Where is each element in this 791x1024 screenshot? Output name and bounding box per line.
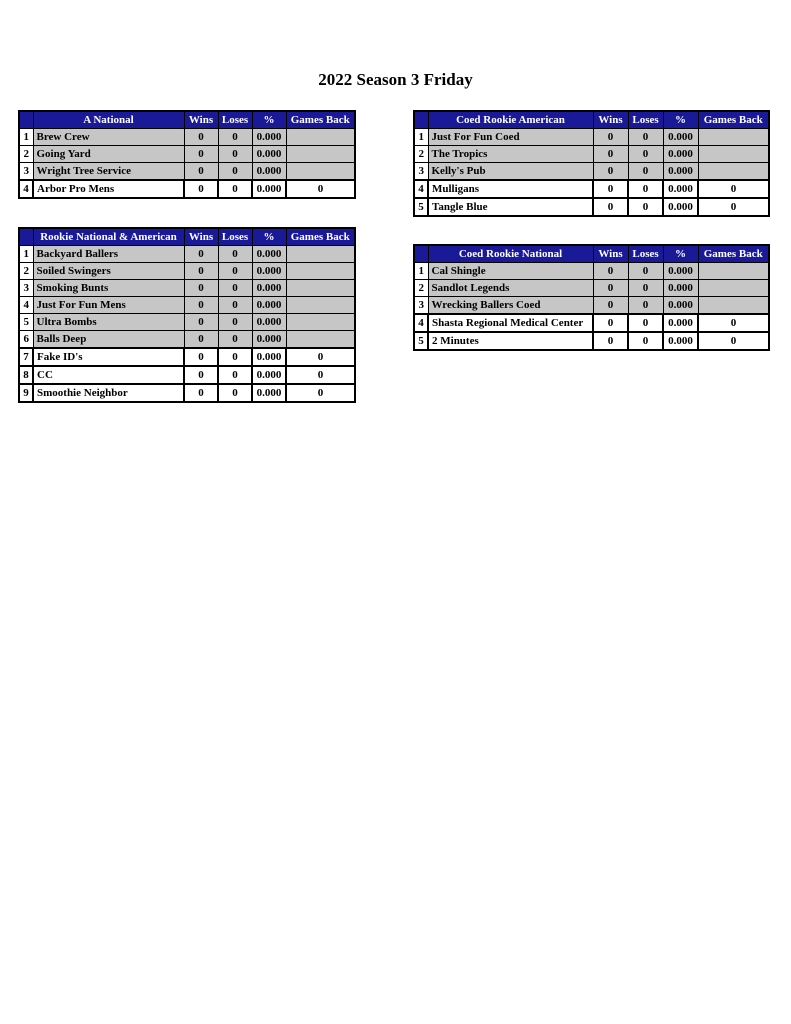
pct-cell: 0.000 (663, 280, 698, 297)
col-header-loses: Loses (218, 111, 252, 129)
team-name-cell: Fake ID's (33, 348, 184, 366)
team-name-cell: Smoothie Neighbor (33, 384, 184, 402)
team-name-cell: Just For Fun Mens (33, 297, 184, 314)
rank-cell: 3 (414, 163, 428, 181)
games-back-cell: 0 (698, 180, 769, 198)
wins-cell: 0 (184, 331, 218, 349)
pct-cell: 0.000 (663, 314, 698, 332)
team-name-cell: Just For Fun Coed (428, 129, 593, 146)
games-back-cell: 0 (698, 314, 769, 332)
loses-cell: 0 (218, 366, 252, 384)
table-row (414, 280, 769, 297)
team-name-cell: Kelly's Pub (428, 163, 593, 181)
col-header-games-back: Games Back (698, 111, 769, 129)
table-row (19, 348, 355, 366)
team-name-cell: Wrecking Ballers Coed (428, 297, 593, 315)
pct-cell: 0.000 (663, 129, 698, 146)
header-row (414, 245, 769, 263)
pct-cell: 0.000 (663, 332, 698, 350)
wins-cell: 0 (184, 348, 218, 366)
team-name-cell: Tangle Blue (428, 198, 593, 216)
wins-cell: 0 (184, 314, 218, 331)
rank-cell: 2 (19, 146, 33, 163)
rank-cell: 3 (19, 163, 33, 181)
wins-cell: 0 (184, 180, 218, 198)
wins-cell: 0 (593, 163, 628, 181)
rank-cell: 5 (414, 198, 428, 216)
loses-cell: 0 (218, 331, 252, 349)
games-back-cell: 0 (286, 180, 355, 198)
games-back-cell (286, 129, 355, 146)
loses-cell: 0 (628, 180, 663, 198)
rank-cell: 7 (19, 348, 33, 366)
pct-cell: 0.000 (663, 263, 698, 280)
table-title: A National (33, 111, 184, 129)
team-name-cell: Arbor Pro Mens (33, 180, 184, 198)
col-header-games-back: Games Back (286, 111, 355, 129)
wins-cell: 0 (593, 146, 628, 163)
games-back-cell (698, 297, 769, 315)
team-name-cell: 2 Minutes (428, 332, 593, 350)
team-name-cell: Wright Tree Service (33, 163, 184, 181)
team-name-cell: Going Yard (33, 146, 184, 163)
col-header-games-back: Games Back (698, 245, 769, 263)
table-title: Rookie National & American (33, 228, 184, 246)
games-back-cell (286, 163, 355, 181)
rank-cell: 5 (19, 314, 33, 331)
wins-cell: 0 (184, 297, 218, 314)
loses-cell: 0 (218, 163, 252, 181)
rank-cell: 2 (414, 280, 428, 297)
pct-cell: 0.000 (252, 331, 286, 349)
col-header-wins: Wins (593, 111, 628, 129)
standings-table-4 (413, 244, 770, 351)
table-row (414, 129, 769, 146)
rank-cell: 3 (19, 280, 33, 297)
pct-cell: 0.000 (252, 129, 286, 146)
loses-cell: 0 (218, 384, 252, 402)
wins-cell: 0 (184, 129, 218, 146)
rank-cell: 8 (19, 366, 33, 384)
table-row (19, 246, 355, 263)
games-back-cell (698, 163, 769, 181)
loses-cell: 0 (628, 146, 663, 163)
wins-cell: 0 (184, 163, 218, 181)
team-name-cell: Ultra Bombs (33, 314, 184, 331)
page-title: 2022 Season 3 Friday (318, 70, 473, 89)
table-row (414, 180, 769, 198)
col-header-pct: % (663, 111, 698, 129)
team-name-cell: Balls Deep (33, 331, 184, 349)
loses-cell: 0 (218, 146, 252, 163)
pct-cell: 0.000 (252, 297, 286, 314)
wins-cell: 0 (184, 263, 218, 280)
team-name-cell: Brew Crew (33, 129, 184, 146)
pct-cell: 0.000 (663, 198, 698, 216)
col-header-loses: Loses (218, 228, 252, 246)
rank-col-header (19, 111, 33, 129)
table-row (19, 180, 355, 198)
loses-cell: 0 (218, 280, 252, 297)
rank-cell: 2 (19, 263, 33, 280)
games-back-cell (286, 314, 355, 331)
games-back-cell (698, 280, 769, 297)
table-row (19, 263, 355, 280)
header-row (19, 111, 355, 129)
col-header-games-back: Games Back (286, 228, 355, 246)
header-row (414, 111, 769, 129)
rank-cell: 1 (19, 129, 33, 146)
table-row (414, 314, 769, 332)
games-back-cell: 0 (698, 332, 769, 350)
wins-cell: 0 (184, 384, 218, 402)
table-row (19, 314, 355, 331)
pct-cell: 0.000 (252, 163, 286, 181)
pct-cell: 0.000 (252, 348, 286, 366)
rank-cell: 1 (414, 263, 428, 280)
rank-cell: 1 (19, 246, 33, 263)
rank-cell: 9 (19, 384, 33, 402)
wins-cell: 0 (184, 280, 218, 297)
wins-cell: 0 (593, 198, 628, 216)
pct-cell: 0.000 (252, 366, 286, 384)
table-row (19, 384, 355, 402)
loses-cell: 0 (628, 332, 663, 350)
standings-table-1 (18, 110, 356, 199)
games-back-cell (698, 129, 769, 146)
loses-cell: 0 (628, 314, 663, 332)
loses-cell: 0 (628, 198, 663, 216)
loses-cell: 0 (628, 129, 663, 146)
col-header-wins: Wins (184, 228, 218, 246)
table-row (19, 129, 355, 146)
wins-cell: 0 (184, 146, 218, 163)
team-name-cell: Smoking Bunts (33, 280, 184, 297)
pct-cell: 0.000 (252, 263, 286, 280)
rank-cell: 6 (19, 331, 33, 349)
loses-cell: 0 (218, 297, 252, 314)
games-back-cell: 0 (286, 366, 355, 384)
pct-cell: 0.000 (663, 297, 698, 315)
col-header-pct: % (663, 245, 698, 263)
team-name-cell: Cal Shingle (428, 263, 593, 280)
wins-cell: 0 (593, 129, 628, 146)
table-row (19, 146, 355, 163)
standings-table-3 (18, 227, 356, 403)
rank-cell: 5 (414, 332, 428, 350)
rank-cell: 4 (414, 314, 428, 332)
col-header-loses: Loses (628, 245, 663, 263)
loses-cell: 0 (218, 180, 252, 198)
loses-cell: 0 (218, 246, 252, 263)
loses-cell: 0 (218, 314, 252, 331)
col-header-loses: Loses (628, 111, 663, 129)
wins-cell: 0 (593, 297, 628, 315)
pct-cell: 0.000 (252, 180, 286, 198)
wins-cell: 0 (593, 280, 628, 297)
table-row (414, 332, 769, 350)
games-back-cell (286, 246, 355, 263)
wins-cell: 0 (184, 366, 218, 384)
games-back-cell (698, 146, 769, 163)
games-back-cell (286, 146, 355, 163)
team-name-cell: Shasta Regional Medical Center (428, 314, 593, 332)
pct-cell: 0.000 (252, 280, 286, 297)
col-header-pct: % (252, 111, 286, 129)
wins-cell: 0 (184, 246, 218, 263)
games-back-cell: 0 (286, 384, 355, 402)
wins-cell: 0 (593, 332, 628, 350)
team-name-cell: The Tropics (428, 146, 593, 163)
games-back-cell: 0 (286, 348, 355, 366)
rank-col-header (19, 228, 33, 246)
games-back-cell (286, 297, 355, 314)
wins-cell: 0 (593, 314, 628, 332)
loses-cell: 0 (218, 263, 252, 280)
pct-cell: 0.000 (663, 163, 698, 181)
loses-cell: 0 (628, 263, 663, 280)
rank-cell: 4 (19, 297, 33, 314)
loses-cell: 0 (628, 280, 663, 297)
table-row (414, 263, 769, 280)
pct-cell: 0.000 (252, 146, 286, 163)
table-row (19, 297, 355, 314)
col-header-pct: % (252, 228, 286, 246)
rank-cell: 1 (414, 129, 428, 146)
rank-col-header (414, 245, 428, 263)
table-row (414, 163, 769, 181)
table-title: Coed Rookie National (428, 245, 593, 263)
table-row (19, 280, 355, 297)
wins-cell: 0 (593, 180, 628, 198)
team-name-cell: Mulligans (428, 180, 593, 198)
loses-cell: 0 (628, 163, 663, 181)
loses-cell: 0 (218, 129, 252, 146)
wins-cell: 0 (593, 263, 628, 280)
games-back-cell: 0 (698, 198, 769, 216)
pct-cell: 0.000 (252, 384, 286, 402)
standings-table-2 (413, 110, 770, 217)
rank-col-header (414, 111, 428, 129)
pct-cell: 0.000 (252, 246, 286, 263)
team-name-cell: Backyard Ballers (33, 246, 184, 263)
table-row (19, 366, 355, 384)
loses-cell: 0 (218, 348, 252, 366)
col-header-wins: Wins (184, 111, 218, 129)
pct-cell: 0.000 (663, 146, 698, 163)
team-name-cell: Sandlot Legends (428, 280, 593, 297)
table-row (19, 163, 355, 181)
team-name-cell: Soiled Swingers (33, 263, 184, 280)
table-row (414, 198, 769, 216)
loses-cell: 0 (628, 297, 663, 315)
pct-cell: 0.000 (663, 180, 698, 198)
pct-cell: 0.000 (252, 314, 286, 331)
table-row (414, 297, 769, 315)
table-row (19, 331, 355, 349)
games-back-cell (698, 263, 769, 280)
col-header-wins: Wins (593, 245, 628, 263)
games-back-cell (286, 280, 355, 297)
rank-cell: 4 (414, 180, 428, 198)
table-title: Coed Rookie American (428, 111, 593, 129)
team-name-cell: CC (33, 366, 184, 384)
header-row (19, 228, 355, 246)
games-back-cell (286, 263, 355, 280)
games-back-cell (286, 331, 355, 349)
rank-cell: 2 (414, 146, 428, 163)
rank-cell: 3 (414, 297, 428, 315)
rank-cell: 4 (19, 180, 33, 198)
table-row (414, 146, 769, 163)
